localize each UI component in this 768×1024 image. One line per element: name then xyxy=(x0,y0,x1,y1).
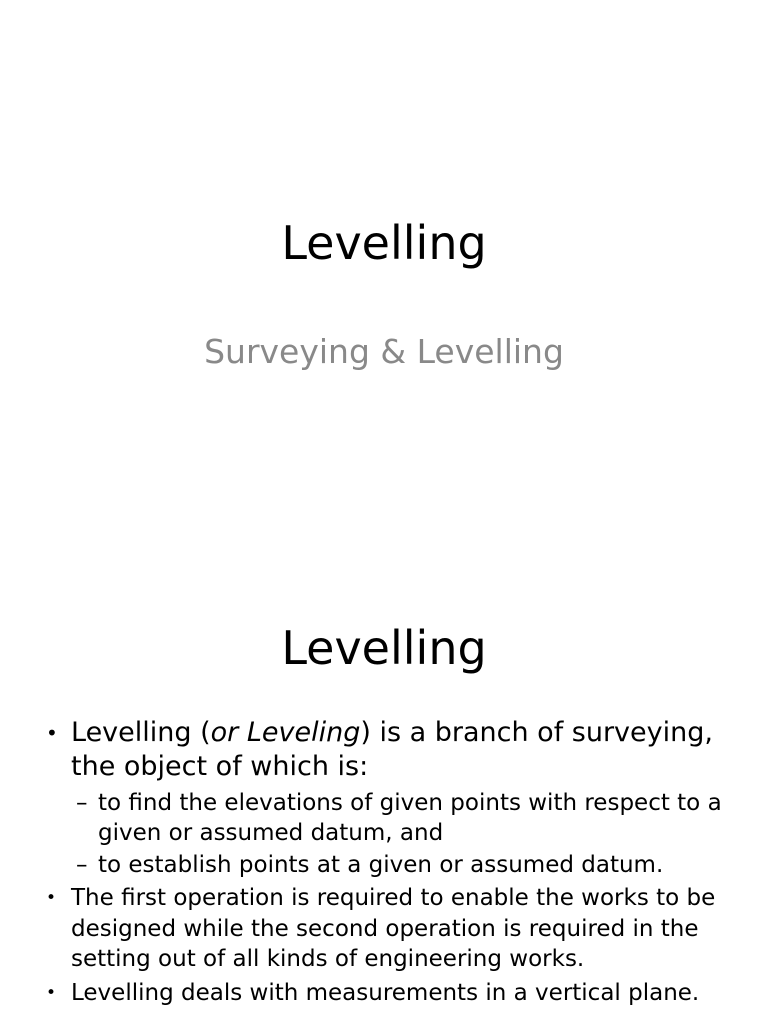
slide-title: Levelling xyxy=(281,216,487,270)
bullet-dot-icon: • xyxy=(46,888,57,908)
dash-icon: – xyxy=(76,790,88,816)
bullet-text: Levelling deals with measurements in a vertical plane. xyxy=(71,979,700,1006)
bullet-item xyxy=(0,883,768,975)
bullet-text-part: Levelling ( xyxy=(71,717,211,748)
bullet-dot-icon: • xyxy=(46,721,58,745)
sub-bullet-item xyxy=(0,788,768,848)
bullet-item xyxy=(0,716,768,784)
slide-body xyxy=(0,716,768,1008)
bullet-item xyxy=(0,978,768,1009)
sub-bullet-text: to find the elevations of given points with respect to a given or assumed datum, and xyxy=(98,790,722,846)
slide-subtitle: Surveying & Levelling xyxy=(204,332,564,371)
dash-icon: – xyxy=(76,852,88,878)
bullet-text-italic: or Leveling xyxy=(210,717,361,748)
sub-bullet-item xyxy=(0,850,768,880)
bullet-text-part: ) is a branch of surveying, the object of which is: xyxy=(71,717,713,782)
sub-bullet-text: to establish points at a given or assumed datum. xyxy=(98,852,664,878)
slide-title: Levelling xyxy=(281,621,487,675)
bullet-dot-icon: • xyxy=(46,982,57,1003)
bullet-text: The first operation is required to enable the works to be designed while the second operation is required in the setting out of all kinds of engineering works. xyxy=(71,885,716,972)
content-slide xyxy=(0,576,768,1024)
